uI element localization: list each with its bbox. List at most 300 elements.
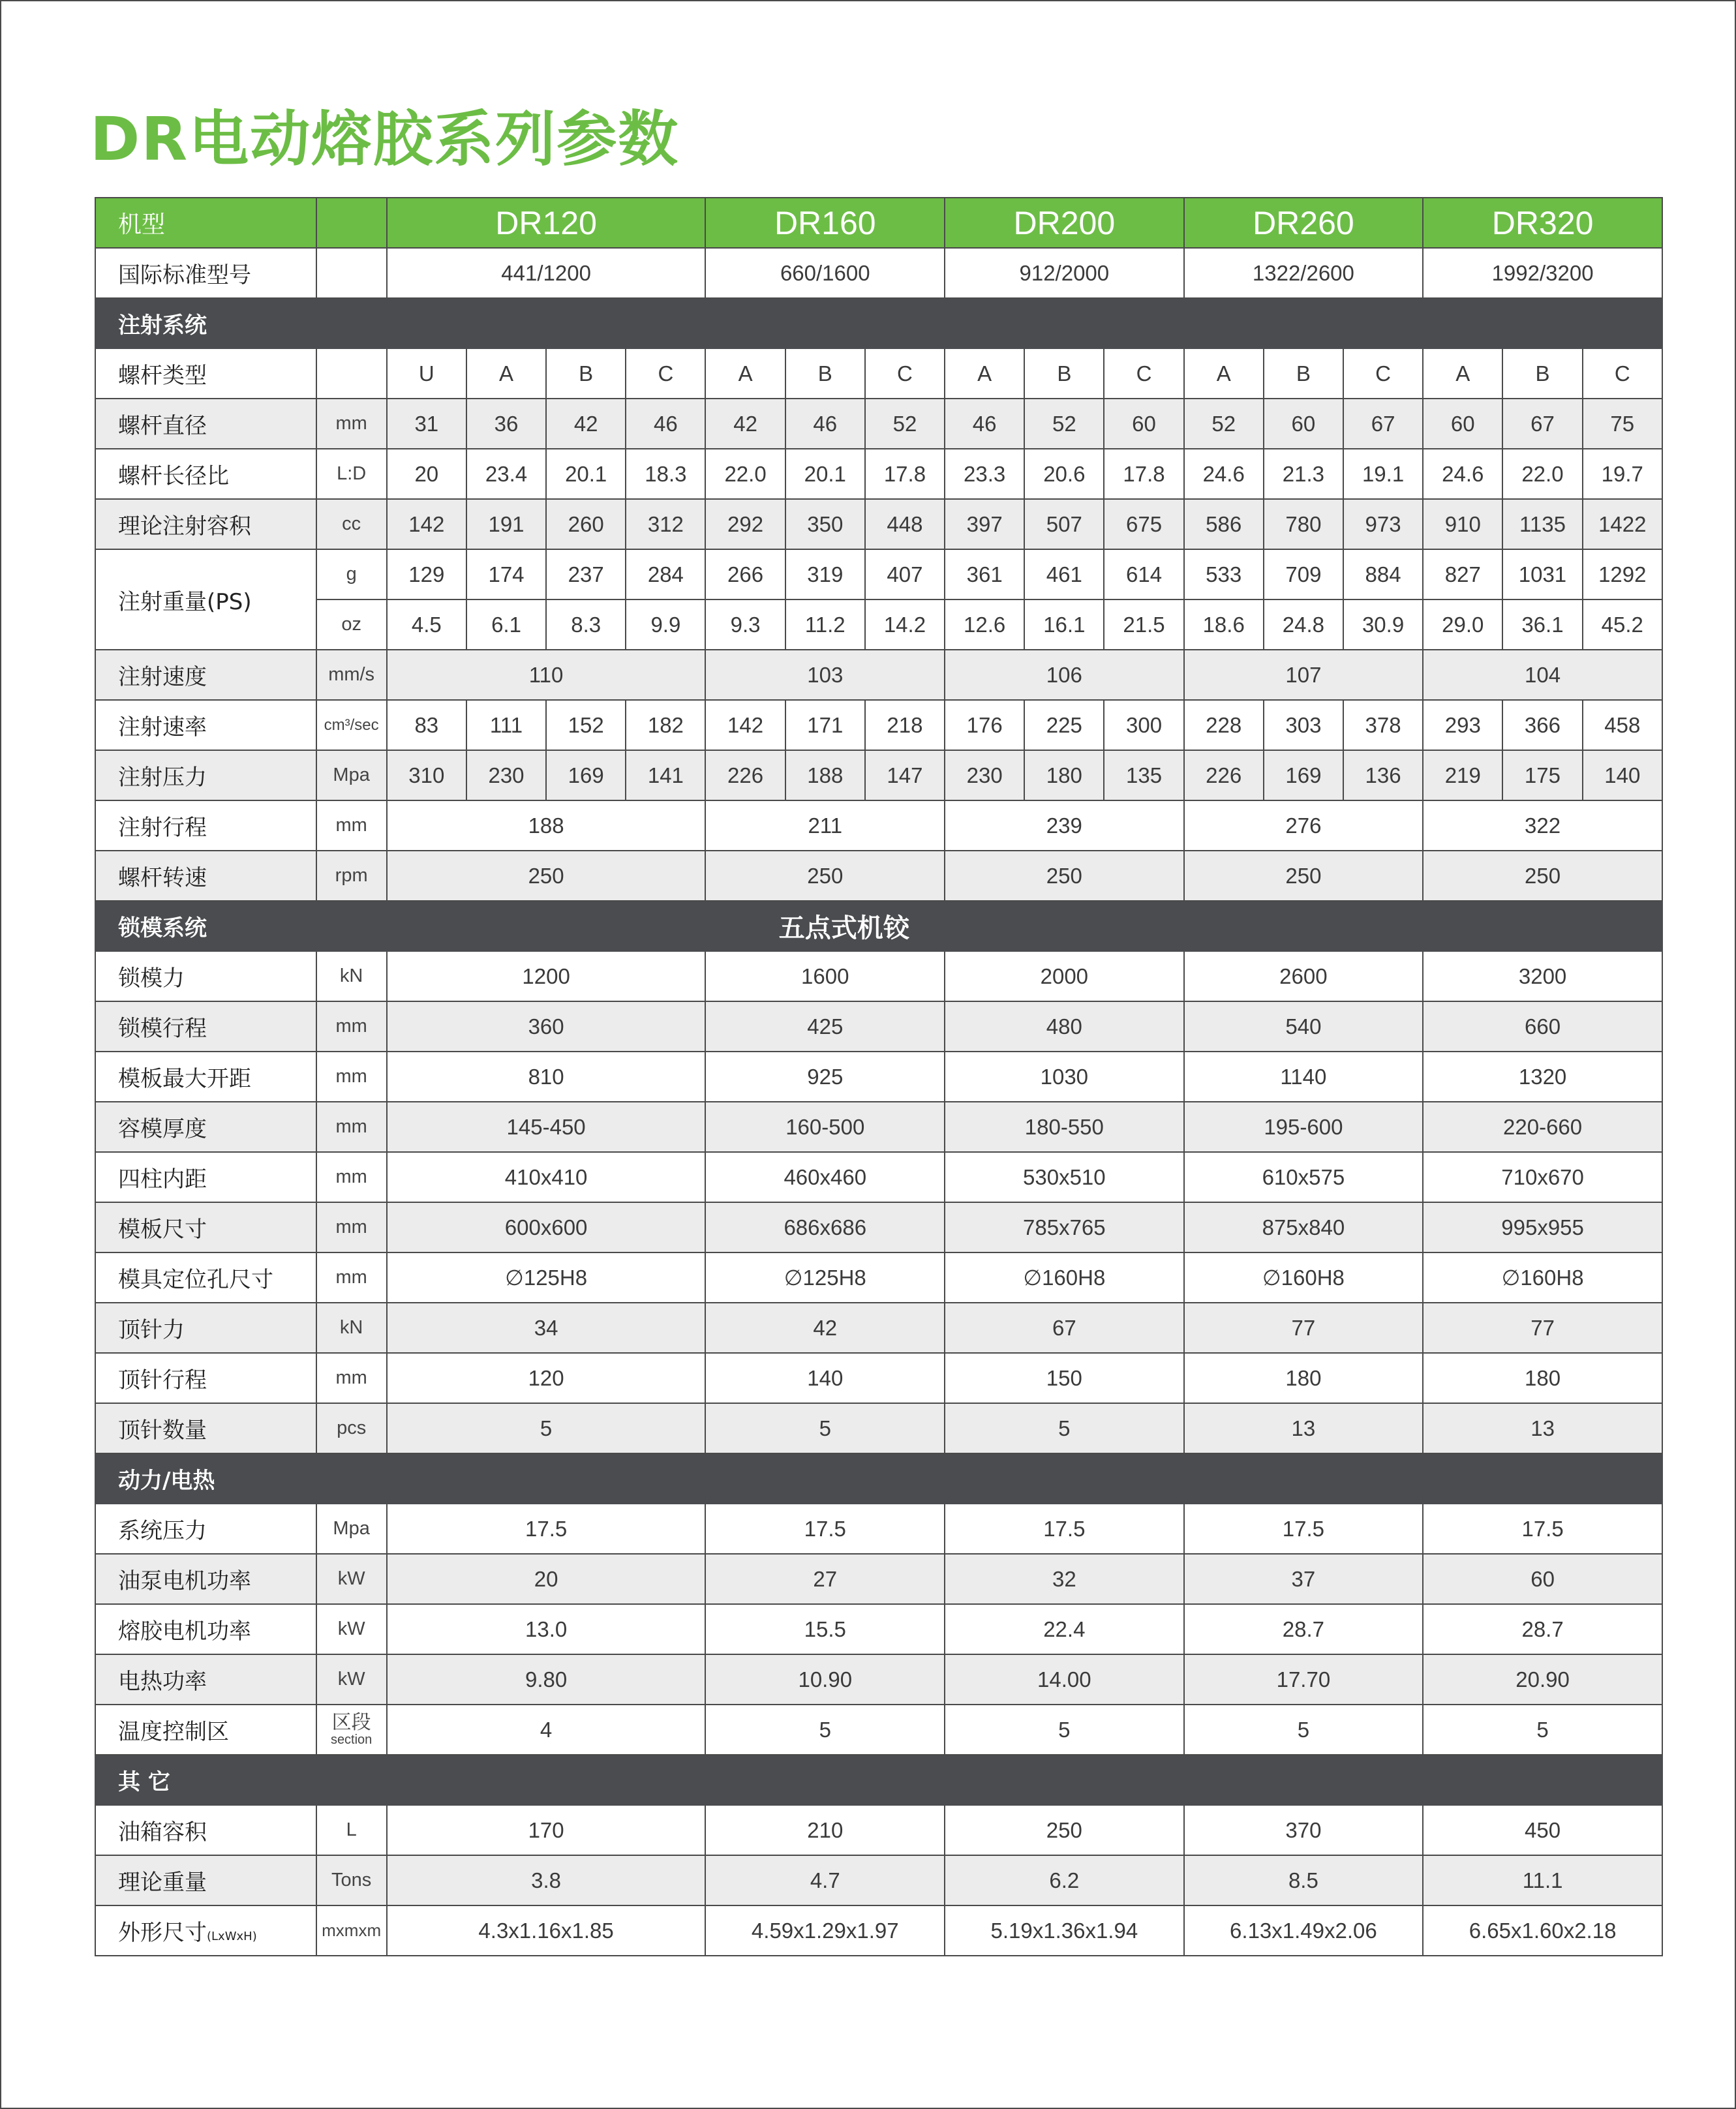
unit-cell: mm: [316, 800, 387, 851]
value-cell: 250: [1423, 851, 1662, 901]
model-name: DR200: [945, 198, 1184, 248]
value-cell: 507: [1024, 499, 1104, 549]
unit-cell: kW: [316, 1554, 387, 1604]
value-cell: 660: [1423, 1001, 1662, 1052]
value-cell: 13: [1423, 1403, 1662, 1453]
value-cell: 182: [626, 700, 705, 750]
value-cell: 77: [1423, 1303, 1662, 1353]
value-cell: 218: [865, 700, 945, 750]
value-cell: 250: [945, 851, 1184, 901]
value-cell: 480: [945, 1001, 1184, 1052]
unit-cell: L: [316, 1805, 387, 1855]
row-label: 熔胶电机功率: [95, 1604, 316, 1654]
value-cell: 1200: [387, 951, 706, 1001]
value-cell: B: [1024, 348, 1104, 399]
value-cell: 360: [387, 1001, 706, 1052]
spec-row: [95, 1052, 1662, 1102]
value-cell: 20.1: [546, 449, 626, 499]
value-cell: 1992/3200: [1423, 248, 1662, 298]
value-cell: 45.2: [1583, 599, 1662, 650]
value-cell: ∅160H8: [1423, 1252, 1662, 1303]
value-cell: 22.4: [945, 1604, 1184, 1654]
row-label: 油泵电机功率: [95, 1554, 316, 1604]
value-cell: 2600: [1184, 951, 1424, 1001]
row-label: 锁模力: [95, 951, 316, 1001]
value-cell: 169: [1264, 750, 1343, 800]
value-cell: 1140: [1184, 1052, 1424, 1102]
row-label: 电热功率: [95, 1654, 316, 1705]
value-cell: 14.2: [865, 599, 945, 650]
value-cell: 52: [1184, 399, 1264, 449]
value-cell: 42: [705, 1303, 945, 1353]
value-cell: 67: [1343, 399, 1423, 449]
dimension-label-sub: (LxWxH): [207, 1930, 257, 1943]
value-cell: 250: [945, 1805, 1184, 1855]
value-cell: 1422: [1583, 499, 1662, 549]
section-injection: [95, 298, 1662, 348]
unit-cell: rpm: [316, 851, 387, 901]
unit-cell: pcs: [316, 1403, 387, 1453]
value-cell: 530x510: [945, 1152, 1184, 1202]
value-cell: 145-450: [387, 1102, 706, 1152]
unit-cell: [316, 1705, 387, 1755]
value-cell: 10.90: [705, 1654, 945, 1705]
value-cell: 46: [945, 399, 1024, 449]
value-cell: 13: [1184, 1403, 1424, 1453]
value-cell: 230: [466, 750, 546, 800]
value-cell: 230: [945, 750, 1024, 800]
value-cell: 461: [1024, 549, 1104, 599]
spec-row: [95, 1353, 1662, 1403]
spec-row: [95, 1001, 1662, 1052]
value-cell: 52: [865, 399, 945, 449]
value-cell: 910: [1423, 499, 1502, 549]
page-title: DR电动熔胶系列参数: [90, 104, 680, 174]
value-cell: 1600: [705, 951, 945, 1001]
value-cell: 226: [1184, 750, 1264, 800]
value-cell: 42: [705, 399, 785, 449]
value-cell: 9.9: [626, 599, 705, 650]
value-cell: 60: [1104, 399, 1183, 449]
value-cell: B: [1502, 348, 1582, 399]
value-cell: 191: [466, 499, 546, 549]
value-cell: 180: [1024, 750, 1104, 800]
value-cell: 810: [387, 1052, 706, 1102]
value-cell: 28.7: [1184, 1604, 1424, 1654]
value-cell: 17.70: [1184, 1654, 1424, 1705]
row-label: 注射速率: [95, 700, 316, 750]
value-cell: 15.5: [705, 1604, 945, 1654]
spec-row: [95, 1705, 1662, 1755]
unit-cell: mm/s: [316, 650, 387, 700]
row-label: 螺杆长径比: [95, 449, 316, 499]
unit-cell: kN: [316, 1303, 387, 1353]
value-cell: 250: [387, 851, 706, 901]
value-cell: 4.3x1.16x1.85: [387, 1905, 706, 1956]
value-cell: 22.0: [705, 449, 785, 499]
value-cell: 710x670: [1423, 1152, 1662, 1202]
value-cell: 20.6: [1024, 449, 1104, 499]
model-name: DR120: [387, 198, 706, 248]
unit-cell: cc: [316, 499, 387, 549]
value-cell: 370: [1184, 1805, 1424, 1855]
spec-row: [95, 851, 1662, 901]
value-cell: 176: [945, 700, 1024, 750]
value-cell: 180-550: [945, 1102, 1184, 1152]
value-cell: 660/1600: [705, 248, 945, 298]
spec-row: [95, 1654, 1662, 1705]
value-cell: 107: [1184, 650, 1424, 700]
value-cell: 52: [1024, 399, 1104, 449]
row-label: 系统压力: [95, 1504, 316, 1554]
value-cell: 104: [1423, 650, 1662, 700]
value-cell: 19.7: [1583, 449, 1662, 499]
unit-cell: kW: [316, 1654, 387, 1705]
value-cell: 884: [1343, 549, 1423, 599]
spec-row: [95, 1403, 1662, 1453]
row-label: 锁模行程: [95, 1001, 316, 1052]
unit-cell: mm: [316, 1202, 387, 1252]
value-cell: 1322/2600: [1184, 248, 1424, 298]
section-title: 其 它: [95, 1755, 1662, 1805]
value-cell: 21.5: [1104, 599, 1183, 650]
unit-cell: [316, 348, 387, 399]
value-cell: 4.7: [705, 1855, 945, 1905]
value-cell: 60: [1264, 399, 1343, 449]
value-cell: 319: [785, 549, 865, 599]
row-label: 国际标准型号: [95, 248, 316, 298]
value-cell: 686x686: [705, 1202, 945, 1252]
value-cell: 450: [1423, 1805, 1662, 1855]
value-cell: 24.6: [1423, 449, 1502, 499]
value-cell: 586: [1184, 499, 1264, 549]
value-cell: C: [626, 348, 705, 399]
value-cell: A: [945, 348, 1024, 399]
unit-cell: Mpa: [316, 750, 387, 800]
section-title: 锁模系统: [95, 901, 387, 951]
section-title: 动力/电热: [95, 1453, 1662, 1504]
standard-row: [95, 248, 1662, 298]
value-cell: 226: [705, 750, 785, 800]
value-cell: 1135: [1502, 499, 1582, 549]
value-cell: 228: [1184, 700, 1264, 750]
value-cell: 77: [1184, 1303, 1424, 1353]
section-title: 注射系统: [95, 298, 1662, 348]
unit-stack: [317, 1712, 386, 1747]
value-cell: 6.1: [466, 599, 546, 650]
value-cell: 9.3: [705, 599, 785, 650]
value-cell: B: [1264, 348, 1343, 399]
value-cell: 23.3: [945, 449, 1024, 499]
unit-cell: oz: [316, 599, 387, 650]
value-cell: 20: [387, 449, 466, 499]
value-cell: 17.5: [945, 1504, 1184, 1554]
value-cell: 366: [1502, 700, 1582, 750]
value-cell: C: [1343, 348, 1423, 399]
value-cell: B: [546, 348, 626, 399]
value-cell: 147: [865, 750, 945, 800]
value-cell: 17.8: [865, 449, 945, 499]
unit-cell: mm: [316, 1252, 387, 1303]
value-cell: 5.19x1.36x1.94: [945, 1905, 1184, 1956]
unit-cell: mxmxm: [316, 1905, 387, 1956]
row-label: 模板最大开距: [95, 1052, 316, 1102]
value-cell: 17.5: [1184, 1504, 1424, 1554]
value-cell: 709: [1264, 549, 1343, 599]
section-clamping: [95, 901, 1662, 951]
spec-row: [95, 449, 1662, 499]
value-cell: 19.1: [1343, 449, 1423, 499]
unit-cell: [316, 248, 387, 298]
value-cell: 1031: [1502, 549, 1582, 599]
value-cell: 67: [1502, 399, 1582, 449]
value-cell: 28.7: [1423, 1604, 1662, 1654]
spec-table: [95, 197, 1663, 1956]
value-cell: 4.59x1.29x1.97: [705, 1905, 945, 1956]
value-cell: 12.6: [945, 599, 1024, 650]
value-cell: 219: [1423, 750, 1502, 800]
value-cell: 29.0: [1423, 599, 1502, 650]
spec-row: [95, 1252, 1662, 1303]
value-cell: 276: [1184, 800, 1424, 851]
value-cell: 250: [705, 851, 945, 901]
row-label: 理论注射容积: [95, 499, 316, 549]
section-power: [95, 1453, 1662, 1504]
value-cell: 410x410: [387, 1152, 706, 1202]
value-cell: 180: [1423, 1353, 1662, 1403]
spec-row: [95, 1152, 1662, 1202]
value-cell: A: [1423, 348, 1502, 399]
value-cell: 827: [1423, 549, 1502, 599]
value-cell: 378: [1343, 700, 1423, 750]
row-label: 注射重量(PS): [95, 549, 316, 650]
unit-sub: section: [330, 1732, 373, 1747]
value-cell: 24.8: [1264, 599, 1343, 650]
unit-cell: kN: [316, 951, 387, 1001]
value-cell: 120: [387, 1353, 706, 1403]
value-cell: 60: [1423, 399, 1502, 449]
row-label: 四柱内距: [95, 1152, 316, 1202]
value-cell: 5: [945, 1705, 1184, 1755]
value-cell: C: [1583, 348, 1662, 399]
spec-row: [95, 700, 1662, 750]
value-cell: 31: [387, 399, 466, 449]
unit-cell: L:D: [316, 449, 387, 499]
value-cell: 361: [945, 549, 1024, 599]
value-cell: 180: [1184, 1353, 1424, 1403]
row-label: 螺杆转速: [95, 851, 316, 901]
value-cell: 458: [1583, 700, 1662, 750]
row-label: 机型: [95, 198, 316, 248]
value-cell: 284: [626, 549, 705, 599]
row-label: 模板尺寸: [95, 1202, 316, 1252]
row-label: 顶针行程: [95, 1353, 316, 1403]
unit-cell: kW: [316, 1604, 387, 1654]
value-cell: 312: [626, 499, 705, 549]
value-cell: 210: [705, 1805, 945, 1855]
value-cell: 175: [1502, 750, 1582, 800]
unit-cell: mm: [316, 1052, 387, 1102]
value-cell: 188: [387, 800, 706, 851]
value-cell: 13.0: [387, 1604, 706, 1654]
spec-row: [95, 1805, 1662, 1855]
value-cell: 8.3: [546, 599, 626, 650]
value-cell: 32: [945, 1554, 1184, 1604]
unit-cell: Mpa: [316, 1504, 387, 1554]
header-unit-cell: [316, 198, 387, 248]
value-cell: 36: [466, 399, 546, 449]
value-cell: 18.6: [1184, 599, 1264, 650]
value-cell: 211: [705, 800, 945, 851]
value-cell: ∅160H8: [945, 1252, 1184, 1303]
dimension-label: 外形尺寸: [118, 1920, 207, 1946]
value-cell: 995x955: [1423, 1202, 1662, 1252]
value-cell: 303: [1264, 700, 1343, 750]
unit-cell: mm: [316, 1353, 387, 1403]
value-cell: 17.8: [1104, 449, 1183, 499]
row-label: 螺杆类型: [95, 348, 316, 399]
value-cell: 310: [387, 750, 466, 800]
unit-cell: g: [316, 549, 387, 599]
row-label: 温度控制区: [95, 1705, 316, 1755]
row-label: 容模厚度: [95, 1102, 316, 1152]
value-cell: 106: [945, 650, 1184, 700]
spec-row: [95, 951, 1662, 1001]
value-cell: 188: [785, 750, 865, 800]
value-cell: 195-600: [1184, 1102, 1424, 1152]
value-cell: 912/2000: [945, 248, 1184, 298]
value-cell: 23.4: [466, 449, 546, 499]
value-cell: 17.5: [1423, 1504, 1662, 1554]
spec-row: [95, 1202, 1662, 1252]
value-cell: 239: [945, 800, 1184, 851]
value-cell: 34: [387, 1303, 706, 1353]
value-cell: 1292: [1583, 549, 1662, 599]
value-cell: 9.80: [387, 1654, 706, 1705]
value-cell: 21.3: [1264, 449, 1343, 499]
unit-cell: mm: [316, 399, 387, 449]
value-cell: 350: [785, 499, 865, 549]
value-cell: 46: [785, 399, 865, 449]
spec-row: [95, 399, 1662, 449]
spec-row: [95, 750, 1662, 800]
unit-cell: mm: [316, 1102, 387, 1152]
value-cell: A: [705, 348, 785, 399]
spec-row: [95, 650, 1662, 700]
value-cell: 600x600: [387, 1202, 706, 1252]
unit-cell: Tons: [316, 1855, 387, 1905]
row-label: 油箱容积: [95, 1805, 316, 1855]
value-cell: 6.2: [945, 1855, 1184, 1905]
value-cell: 780: [1264, 499, 1343, 549]
value-cell: 610x575: [1184, 1152, 1424, 1202]
spec-row: [95, 1303, 1662, 1353]
value-cell: ∅125H8: [387, 1252, 706, 1303]
unit-cell: mm: [316, 1152, 387, 1202]
value-cell: 30.9: [1343, 599, 1423, 650]
spec-row: [95, 1554, 1662, 1604]
value-cell: 5: [387, 1403, 706, 1453]
value-cell: 11.1: [1423, 1855, 1662, 1905]
spec-row: [95, 1102, 1662, 1152]
value-cell: C: [865, 348, 945, 399]
row-label: 注射压力: [95, 750, 316, 800]
model-name: DR320: [1423, 198, 1662, 248]
value-cell: 6.13x1.49x2.06: [1184, 1905, 1424, 1956]
value-cell: 3.8: [387, 1855, 706, 1905]
value-cell: 237: [546, 549, 626, 599]
spec-row: [95, 549, 1662, 599]
value-cell: 129: [387, 549, 466, 599]
value-cell: 973: [1343, 499, 1423, 549]
value-cell: 300: [1104, 700, 1183, 750]
section-subtitle: 五点式机铰: [387, 901, 1662, 951]
value-cell: 103: [705, 650, 945, 700]
value-cell: 260: [546, 499, 626, 549]
value-cell: ∅160H8: [1184, 1252, 1424, 1303]
value-cell: 60: [1423, 1554, 1662, 1604]
unit-cell: mm: [316, 1001, 387, 1052]
value-cell: 24.6: [1184, 449, 1264, 499]
value-cell: 75: [1583, 399, 1662, 449]
value-cell: 5: [705, 1705, 945, 1755]
value-cell: 36.1: [1502, 599, 1582, 650]
value-cell: 441/1200: [387, 248, 706, 298]
value-cell: 533: [1184, 549, 1264, 599]
value-cell: 20.1: [785, 449, 865, 499]
value-cell: C: [1104, 348, 1183, 399]
row-label: [95, 1905, 316, 1956]
spec-row: [95, 800, 1662, 851]
value-cell: 142: [387, 499, 466, 549]
value-cell: 675: [1104, 499, 1183, 549]
model-header-row: [95, 198, 1662, 248]
value-cell: 169: [546, 750, 626, 800]
value-cell: 140: [1583, 750, 1662, 800]
value-cell: 37: [1184, 1554, 1424, 1604]
value-cell: 2000: [945, 951, 1184, 1001]
value-cell: 397: [945, 499, 1024, 549]
value-cell: 322: [1423, 800, 1662, 851]
value-cell: 6.65x1.60x2.18: [1423, 1905, 1662, 1956]
value-cell: 407: [865, 549, 945, 599]
value-cell: 785x765: [945, 1202, 1184, 1252]
value-cell: 4.5: [387, 599, 466, 650]
value-cell: 4: [387, 1705, 706, 1755]
unit-cell: cm³/sec: [316, 700, 387, 750]
value-cell: U: [387, 348, 466, 399]
spec-row: [95, 599, 1662, 650]
value-cell: 293: [1423, 700, 1502, 750]
value-cell: 8.5: [1184, 1855, 1424, 1905]
value-cell: 83: [387, 700, 466, 750]
value-cell: 3200: [1423, 951, 1662, 1001]
spec-row: [95, 499, 1662, 549]
value-cell: 5: [705, 1403, 945, 1453]
value-cell: 135: [1104, 750, 1183, 800]
value-cell: B: [785, 348, 865, 399]
value-cell: 20: [387, 1554, 706, 1604]
value-cell: 1030: [945, 1052, 1184, 1102]
value-cell: 614: [1104, 549, 1183, 599]
value-cell: 17.5: [387, 1504, 706, 1554]
model-name: DR260: [1184, 198, 1424, 248]
value-cell: 160-500: [705, 1102, 945, 1152]
spec-row: [95, 1905, 1662, 1956]
value-cell: 20.90: [1423, 1654, 1662, 1705]
value-cell: 292: [705, 499, 785, 549]
row-label: 模具定位孔尺寸: [95, 1252, 316, 1303]
